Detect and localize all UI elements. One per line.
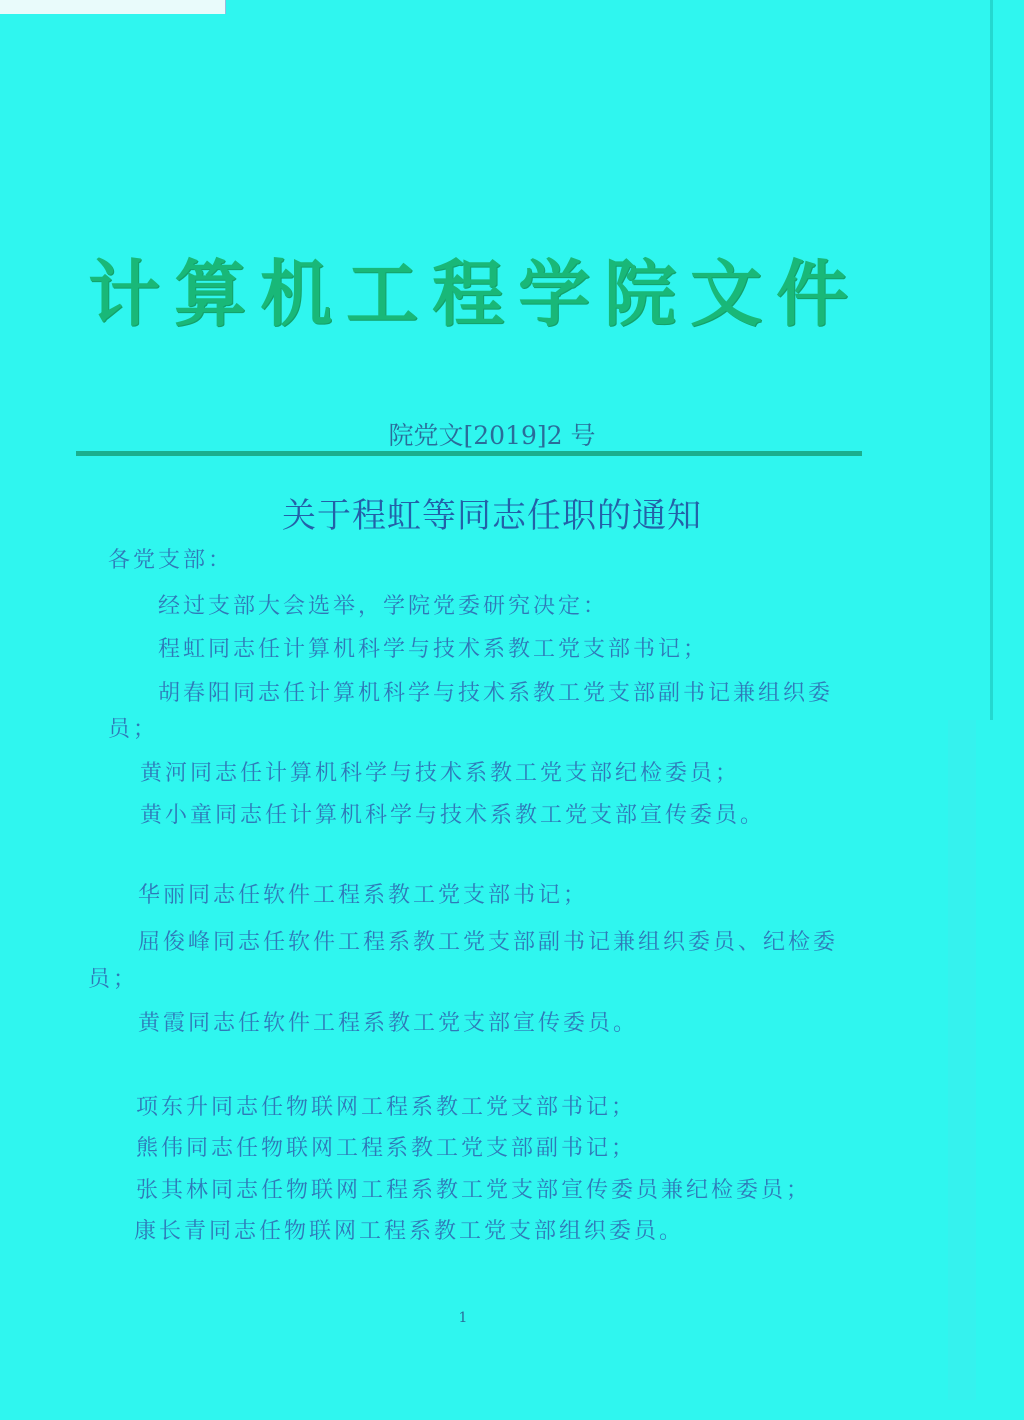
appointment-line: 程虹同志任计算机科学与技术系教工党支部书记； — [158, 637, 709, 662]
appointment-line: 黄小童同志任计算机科学与技术系教工党支部宣传委员。 — [140, 803, 766, 828]
intro-line: 经过支部大会选举，学院党委研究决定： — [158, 594, 609, 619]
page-number: 1 — [458, 1310, 468, 1326]
appointment-line: 项东升同志任物联网工程系教工党支部书记； — [136, 1095, 637, 1120]
appointment-line: 华丽同志任软件工程系教工党支部书记； — [138, 883, 589, 908]
appointment-line: 张其林同志任物联网工程系教工党支部宣传委员兼纪检委员； — [136, 1178, 812, 1203]
appointment-line-wrap: 员； — [88, 967, 139, 992]
scan-edge-right — [990, 0, 993, 720]
appointment-line-wrap: 员； — [108, 717, 159, 742]
appointment-line: 黄霞同志任软件工程系教工党支部宣传委员。 — [138, 1011, 639, 1036]
scan-strip-right — [948, 720, 976, 1400]
appointment-line: 熊伟同志任物联网工程系教工党支部副书记； — [136, 1136, 637, 1161]
document-header-title: 计算机工程学院文件 — [88, 252, 863, 336]
header-rule — [76, 451, 862, 456]
appointment-line: 胡春阳同志任计算机科学与技术系教工党支部副书记兼组织委 — [158, 681, 834, 706]
appointment-line: 康长青同志任物联网工程系教工党支部组织委员。 — [134, 1219, 685, 1244]
document-number: 院党文[2019]2 号 — [388, 421, 596, 450]
notice-title: 关于程虹等同志任职的通知 — [282, 496, 702, 536]
scan-edge-top — [0, 0, 226, 14]
appointment-line: 黄河同志任计算机科学与技术系教工党支部纪检委员； — [140, 761, 741, 786]
salutation: 各党支部： — [108, 548, 234, 573]
appointment-line: 屈俊峰同志任软件工程系教工党支部副书记兼组织委员、纪检委 — [138, 930, 839, 955]
